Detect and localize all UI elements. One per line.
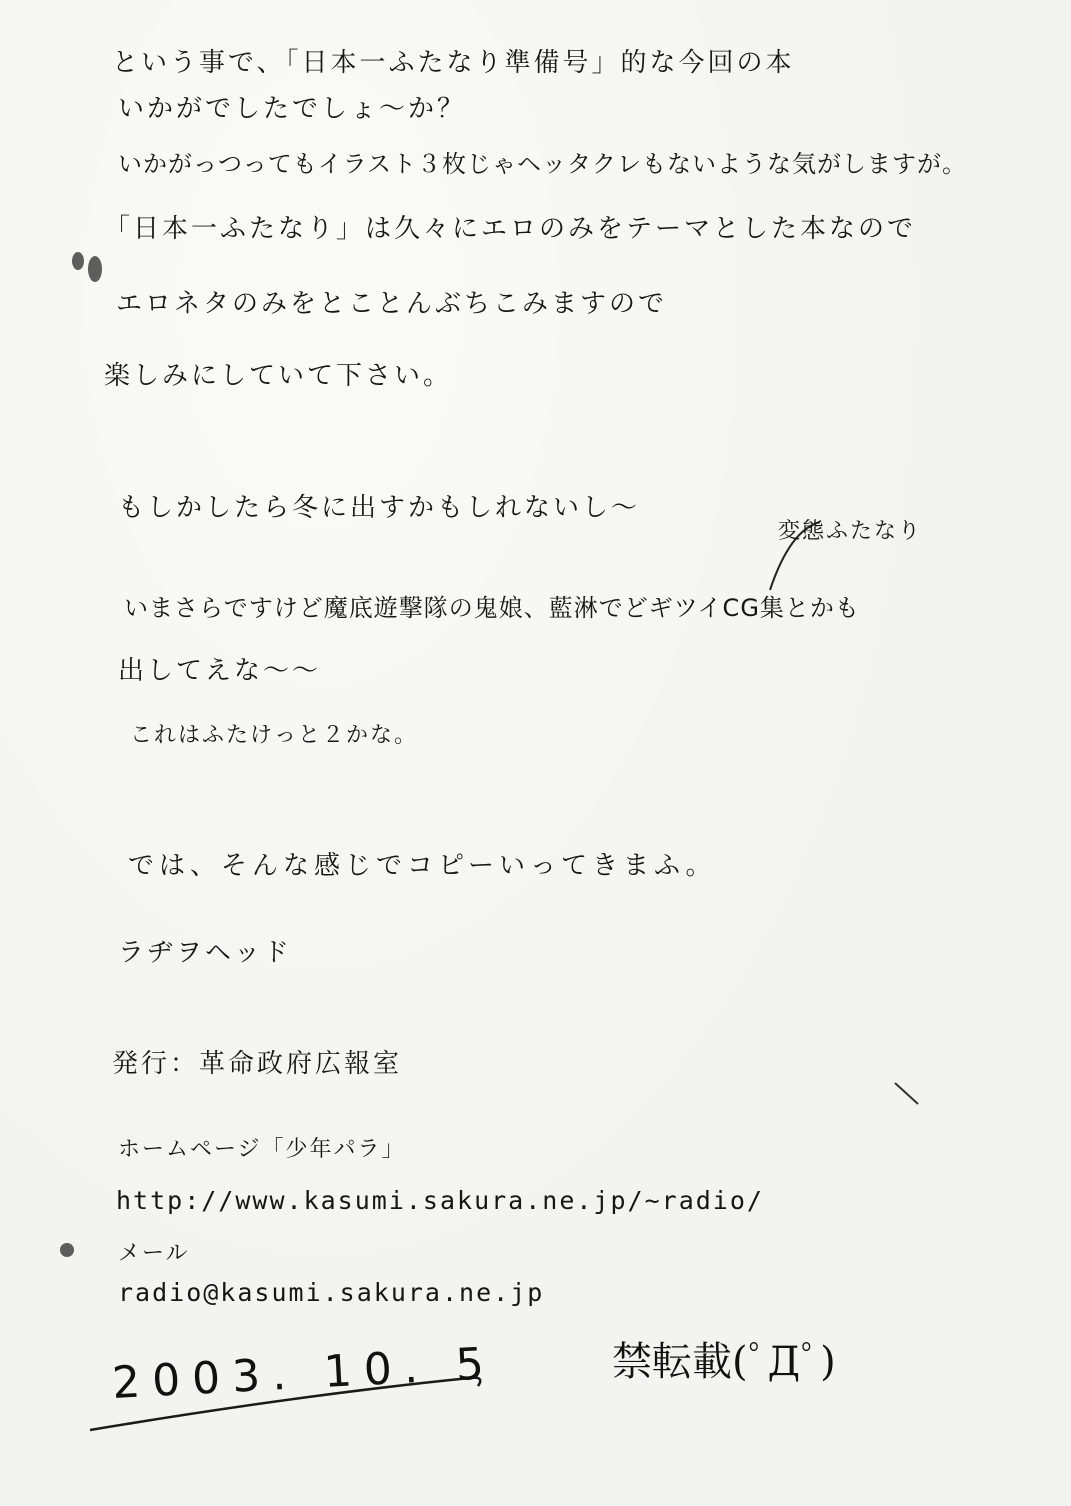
text-line: もしかしたら冬に出すかもしれないし〜 — [118, 493, 641, 523]
text-line: 出してえな〜〜 — [118, 656, 322, 686]
text-line: では、そんな感じでコピーいってきまふ。 — [128, 851, 717, 881]
homepage-label: ホームページ「少年パラ」 — [118, 1137, 406, 1162]
mail-address: radio@kasumi.sakura.ne.jp — [118, 1278, 545, 1307]
homepage-url: http://www.kasumi.sakura.ne.jp/~radio/ — [116, 1186, 764, 1215]
publisher-line: 発行：革命政府広報室 — [112, 1049, 403, 1079]
text-line: いかがっつってもイラスト３枚じゃヘッタクレもないような気がしますが。 — [118, 150, 968, 178]
author-name: ラヂヲヘッド — [118, 938, 293, 968]
text-line: 「日本一ふたなり」は久々にエロのみをテーマとした本なので — [104, 214, 917, 244]
text-line: いまさらですけど魔底遊撃隊の鬼娘、藍淋でどギツイCG集とかも — [124, 594, 860, 622]
date: 2003. 10. 5 — [110, 1337, 497, 1410]
text-line: という事で、「日本一ふたなり準備号」的な今回の本 — [112, 48, 795, 78]
text-line: いかがでしたでしょ〜か？ — [118, 94, 467, 124]
mail-label: メール — [118, 1241, 190, 1266]
text-line: 楽しみにしていて下さい。 — [104, 361, 453, 391]
no-reprint-notice: 禁転載(ﾟДﾟ) — [612, 1339, 836, 1385]
text-line: エロネタのみをとことんぶちこみますので — [116, 289, 668, 319]
ink-smudge — [88, 256, 102, 282]
text-line: これはふたけっと２かな。 — [130, 723, 419, 748]
stray-mark — [895, 1083, 918, 1104]
annotation-note: 変態ふたなり — [778, 519, 923, 544]
ink-smudge — [60, 1243, 74, 1257]
ink-smudge — [72, 252, 84, 270]
